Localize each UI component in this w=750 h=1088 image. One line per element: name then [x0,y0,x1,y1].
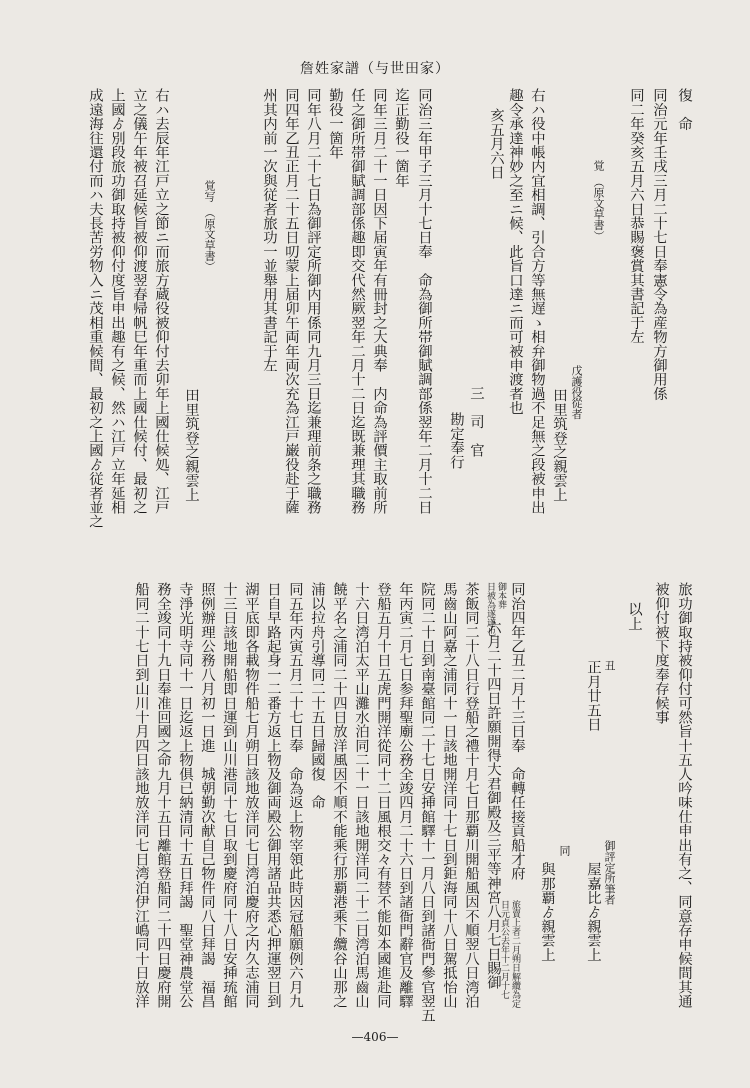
text-column-bottom: 與那覇ゟ親雲上 [539,862,555,962]
page-number: —406— [351,1030,399,1044]
text-column-top: 州其内前一次與従者旅功一並舉用其書記于左 [261,88,277,372]
text-column-bottom: 登船五月十日五虎門開洋從同十二日風根交々有替不能如本國進赴同 [375,582,391,1008]
text-column-bottom: 年丙寅二月七日参拜聖廟公務全竣四月二十六日到諸衙門辭官及離驛 [397,582,413,1008]
text-column-bottom: 丑 [603,660,616,671]
text-column-bottom: 正月廿五日 [585,660,601,731]
text-column-top: 同治三年甲子三月十七日奉 命為御所帯御賦調部係翌年二月十二日 [416,88,432,514]
text-column-top: 同年八月二十七日為御評定所御内用係同九月三日迄兼理前条之職務 [305,88,321,514]
text-column-top: 三 司 官 [468,386,484,457]
text-column-top: 復 命 [676,88,692,131]
text-column-top: 立之儀午年被召延候旨被仰渡翌春帰帆巳年重而上國仕候付、最初之 [131,88,147,514]
text-column-top: 上國ゟ別段旅功御取持被仰付度旨申出趣有之候、然ハ江戸立年延相 [109,88,125,514]
text-column-bottom: 同 [558,845,571,856]
text-column-top: 覚写 （原文草書） [203,180,216,272]
text-column-top: 趣令承達神妙之至ニ候、此旨口達ニ而可被申渡者也 [507,88,523,415]
text-column-bottom: 御評定所筆者 [603,840,616,905]
text-column-top: 同年三月二十一日因下届寅年有冊封之大典奉 内命為評價主取前所 [371,88,387,514]
text-column-top: 覚 （原文草書） [592,160,605,241]
text-column-bottom: 十六日湾泊太平山灘水泊同二十一日該地開洋同二十二日湾泊馬齒山 [353,582,369,1008]
text-column-top: 成遠海往還付而ハ夫長苦労物入ニ茂相重候間、最初之上國ゟ従者並之 [87,88,103,529]
text-column-bottom: 六月二十四日許願開得大君御殿及三平等神宮八月七日賜御 [485,620,501,990]
text-column-top: 同四年乙丑正月二十五日叨蒙上届卯午両年両次充為江戸巌役赴于薩 [283,88,299,514]
text-column-bottom: 船同二十七日到山川十月四日該地放洋同七日湾泊伊江嶋同十日放洋 [133,582,149,1008]
text-column-bottom: 旅賣上者二月朔日解纜為定 [510,900,520,1008]
text-column-bottom: 旅功御取持被仰付可然旨十五人吟味仕申出有之、同意存申候間其通 [676,582,692,1008]
text-column-bottom: 以上 [626,602,642,631]
text-column-bottom: 茶飯同二十八日行登船之禮十月七日那覇川開船風因不順翌八日湾泊 [463,582,479,1008]
text-column-bottom: 照例辦理公務八月初一日進 城朝勤次献自己物件同八日拜謁 福昌 [199,582,215,1008]
text-column-bottom: 湖平底即各載物件船七月朔日該地放洋同七日湾泊慶府之内久志浦同 [243,582,259,1008]
text-column-bottom: 御本葬 [496,582,506,609]
text-column-top: 右ハ去辰年江戸立之節ニ而旅方蔵役被仰付去卯年上國仕候処、江戸 [153,88,169,514]
text-column-bottom: 饒平名之浦同二十四日放洋風因不順不能乘行那覇港乘下纜谷山那之 [331,582,347,1008]
text-column-top: 迄正勤役一箇年 [393,88,409,188]
text-column-top: 右ハ役中帳内宜相調、引合方等無遅ゝ相弁御物過不足無之段被申出 [529,88,545,514]
text-column-bottom: 日被為遂遂也 [485,582,495,636]
text-column-bottom: 院同二十日到南臺館同二十七日安挿館驛十一月八日到諸衙門參官翌五 [419,582,435,1023]
text-column-bottom: 務全竣同十九日奉准回國之命九月十五日離館登船同二十四日慶府開 [155,582,171,1008]
text-column-top: 勤役一箇年 [327,88,343,159]
text-column-top: 田里筑登之親雲上 [551,388,567,502]
text-column-top: 同治元年壬戌三月二十七日奉憲令為産物方御用係 [651,88,667,401]
text-column-bottom: 日元貞公去年十二月十七 [499,900,509,999]
text-column-top: 戊護役從者 [570,365,583,420]
text-column-bottom: 屋嘉比ゟ親雲上 [585,862,601,962]
text-column-bottom: 同治四年乙丑二月十三日奉 命轉任接貢船才府 [509,582,525,881]
text-column-bottom: 寺淨光明寺同十一日迄返上物俱已納清同十五日拜謁 聖堂神農堂公 [177,582,193,1008]
text-column-top: 任之御所帯御賦調部係趣即交代然厥翌年二月十二日迄既兼理其職務 [349,88,365,514]
page-title: 詹姓家譜（与世田家） [300,61,450,77]
text-column-bottom: 浦以拉舟引導同二十五日歸國復 命 [309,582,325,810]
text-column-bottom: 馬齒山阿嘉之浦同十一日該地開洋同十七日到鉅海同十八日駕抵怡山 [441,582,457,1008]
text-column-bottom: 同五年丙寅五月二十七日奉 命為返上物宰領此時因冠船願例六月九 [287,582,303,1008]
text-column-top: 田里筑登之親雲上 [183,388,199,502]
text-column-bottom: 被仰付被下度奉存候事 [653,582,669,724]
text-column-top: 亥五月六日 [488,108,504,179]
text-column-top: 勘定奉行 [448,412,464,469]
text-column-top: 同二年癸亥五月六日恭賜褒賞其書記于左 [628,88,644,344]
text-column-bottom: 十三日該地開船即日運到山川港同十七日取到慶府同十八日安挿琉館 [221,582,237,1008]
text-column-bottom: 日自早路起身一二番方返上物及御両殿公御用諸品共悉心押運翌日到 [265,582,281,1008]
